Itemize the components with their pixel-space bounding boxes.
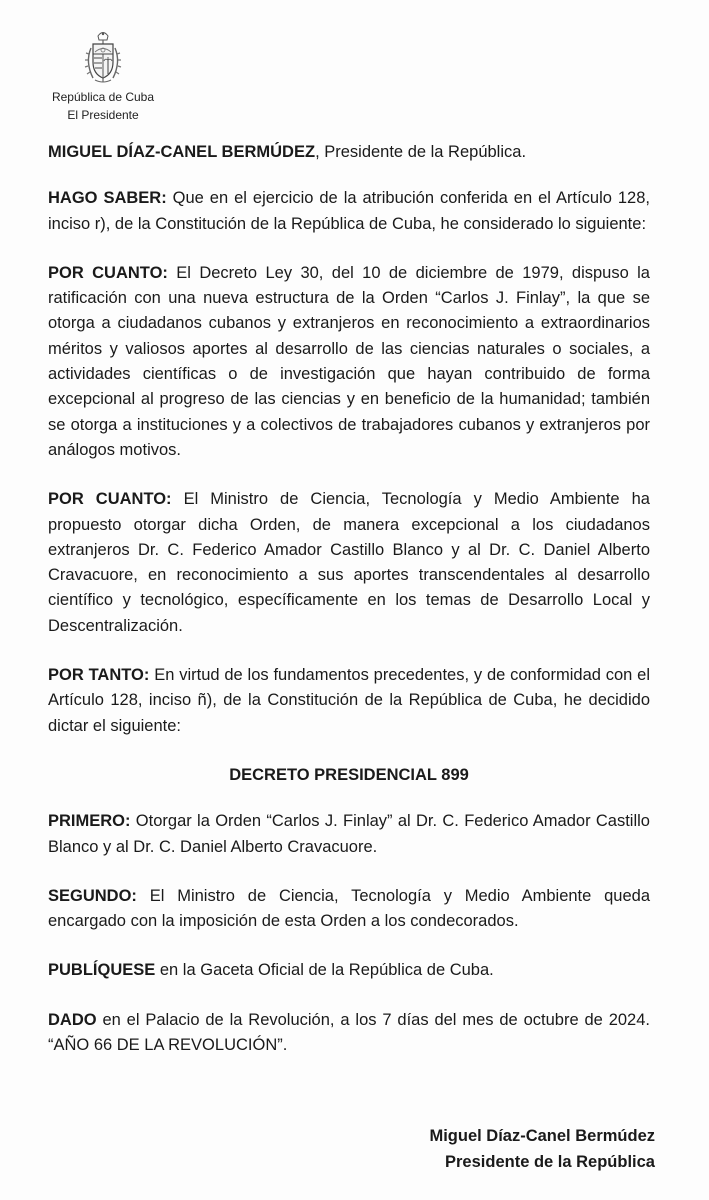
publiquese-label: PUBLÍQUESE xyxy=(48,961,156,980)
por-tanto-text: En virtud de los fundamentos precedentes, y de conformidad con el Artículo 128, inciso ñ), de la Constitución de la República de Cuba, he decidido dictar el siguiente: xyxy=(48,666,650,735)
por-cuanto-paragraph-1 xyxy=(48,261,650,463)
primero-paragraph xyxy=(48,809,650,860)
segundo-label: SEGUNDO: xyxy=(48,886,137,905)
segundo-text: El Ministro de Ciencia, Tecnología y Medio Ambiente queda encargado con la imposición de esta Orden a los condecorados. xyxy=(48,886,650,931)
por-cuanto-label-1: POR CUANTO: xyxy=(48,263,168,282)
hago-saber-label: HAGO SABER: xyxy=(48,189,167,208)
por-tanto-paragraph xyxy=(48,663,650,739)
signature-name: Miguel Díaz-Canel Bermúdez xyxy=(429,1127,655,1145)
por-cuanto-text-2: El Ministro de Ciencia, Tecnología y Medio Ambiente ha propuesto otorgar dicha Orden, de manera excepcional a los ciudadanos extranjeros Dr. C. Federico Amador Castillo Blanco y al Dr. C. Daniel Alberto Cravacuore, en reconocimiento a sus aportes transcendentales al desarrollo científico y tecnológico, específicamente en los temas de Desarrollo Local y Descentralización. xyxy=(48,490,650,635)
dado-label: DADO xyxy=(48,1010,97,1029)
por-cuanto-label-2: POR CUANTO: xyxy=(48,490,172,509)
segundo-paragraph xyxy=(48,884,650,935)
por-cuanto-text-1: El Decreto Ley 30, del 10 de diciembre de 1979, dispuso la ratificación con una nueva estructura de la Orden “Carlos J. Finlay”, la que se otorga a ciudadanos cubanos y extranjeros en reconocimiento a extraordinarios méritos y valiosos aportes al desarrollo de las ciencias naturales o sociales, a actividades científicas o de investigación que hayan contribuido de forma excepcional al progreso de las ciencias y en beneficio de la humanidad; también se otorga a instituciones y a colectivos de trabajadores cubanos y extranjeros por análogos motivos. xyxy=(48,263,650,459)
por-cuanto-paragraph-2 xyxy=(48,487,650,639)
letterhead xyxy=(40,28,166,124)
hago-saber-paragraph xyxy=(48,186,650,237)
por-tanto-label: POR TANTO: xyxy=(48,666,150,685)
primero-text: Otorgar la Orden “Carlos J. Finlay” al Dr. C. Federico Amador Castillo Blanco y al Dr. C. Daniel Alberto Cravacuore. xyxy=(48,812,650,856)
intro-text: , Presidente de la República. xyxy=(315,143,527,161)
letterhead-office: El Presidente xyxy=(67,108,139,122)
dado-text: en el Palacio de la Revolución, a los 7 días del mes de octubre de 2024. “AÑO 66 DE LA REVOLUCIÓN”. xyxy=(48,1010,650,1055)
publiquese-text: en la Gaceta Oficial de la República de Cuba. xyxy=(155,961,494,980)
signature-block xyxy=(429,1124,655,1175)
signature-title: Presidente de la República xyxy=(445,1152,655,1171)
document-body xyxy=(48,140,650,1082)
publiquese-paragraph xyxy=(48,958,650,983)
intro-paragraph xyxy=(48,140,650,165)
decree-title: DECRETO PRESIDENCIAL 899 xyxy=(229,765,469,784)
hago-saber-text: Que en el ejercicio de la atribución conferida en el Artículo 128, inciso r), de la Constitución de la República de Cuba, he considerado lo siguiente: xyxy=(48,189,650,233)
intro-name: MIGUEL DÍAZ-CANEL BERMÚDEZ xyxy=(48,143,316,161)
cuban-coat-of-arms-icon xyxy=(81,28,125,86)
primero-label: PRIMERO: xyxy=(48,812,131,831)
dado-paragraph xyxy=(48,1008,650,1059)
letterhead-republic: República de Cuba xyxy=(51,90,155,104)
